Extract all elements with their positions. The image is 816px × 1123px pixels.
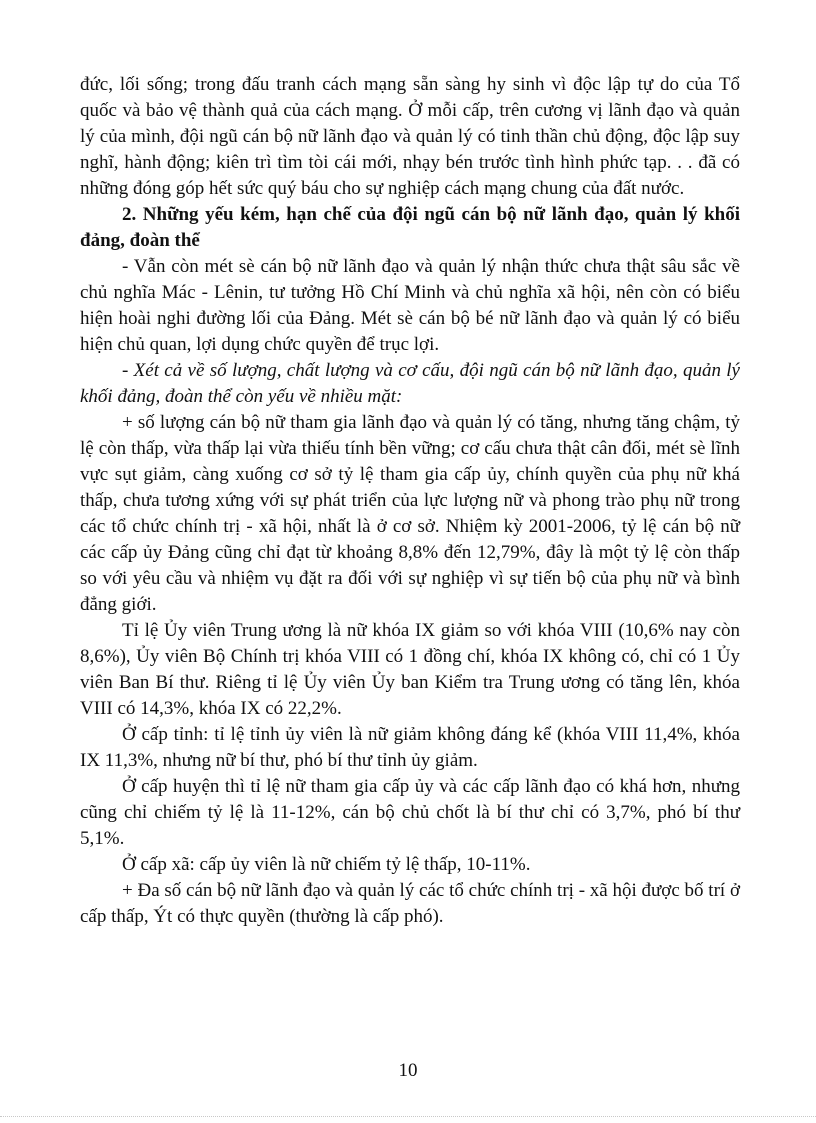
paragraph-quantity: + số lượng cán bộ nữ tham gia lãnh đạo và quản lý có tăng, nhưng tăng chậm, tỷ lệ còn thấp, vừa thấp lại vừa thiếu tính bền vững; cơ cấu chưa thật cân đối, mét sè lĩnh vực sụt giảm, càng xuống cơ sở tỷ lệ tham gia cấp ủy, chính quyền của phụ nữ khá thấp, chưa tương xứng với sự phát triển của lực lượng nữ và phong trào phụ nữ trong các tổ chức chính trị - xã hội, nhất là ở cơ sở. Nhiệm kỳ 2001-2006, tỷ lệ cán bộ nữ các cấp ủy Đảng cũng chỉ đạt từ khoảng 8,8% đến 12,79%, đây là một tỷ lệ còn thấp so với yêu cầu và nhiệm vụ đặt ra đối với sự nghiệp vì sự tiến bộ của phụ nữ và bình đẳng giới. (80, 412, 740, 615)
page-number: 10 (398, 1060, 418, 1081)
document-page (80, 72, 740, 930)
section-heading: 2. Những yếu kém, hạn chế của đội ngũ cán bộ nữ lãnh đạo, quản lý khối đảng, đoàn thể (80, 204, 740, 251)
paragraph-low-positions: + Đa số cán bộ nữ lãnh đạo và quản lý các tổ chức chính trị - xã hội được bố trí ở cấp thấp, Ýt có thực quyền (thường là cấp phó). (80, 880, 740, 927)
paragraph-awareness: - Vẫn còn mét sè cán bộ nữ lãnh đạo và quản lý nhận thức chưa thật sâu sắc về chủ nghĩa Mác - Lênin, tư tưởng Hồ Chí Minh và chủ nghĩa xã hội, nên còn có biểu hiện hoài nghi đường lối của Đảng. Mét sè cán bộ bé nữ lãnh đạo và quản lý có biểu hiện chủ quan, lợi dụng chức quyền để trục lợi. (80, 256, 740, 355)
paragraph-central-committee: Tỉ lệ Ủy viên Trung ương là nữ khóa IX giảm so với khóa VIII (10,6% nay còn 8,6%), Ủy viên Bộ Chính trị khóa VIII có 1 đồng chí, khóa IX không có, chỉ có 1 Ủy viên Ban Bí thư. Riêng tỉ lệ Ủy viên Ủy ban Kiểm tra Trung ương có tăng lên, khóa VIII có 14,3%, khóa IX có 22,2%. (80, 620, 740, 719)
page-bottom-divider (0, 1116, 816, 1117)
paragraph-commune-level: Ở cấp xã: cấp ủy viên là nữ chiếm tỷ lệ thấp, 10-11%. (122, 854, 531, 875)
paragraph-italic-summary: - Xét cả về số lượng, chất lượng và cơ cấu, đội ngũ cán bộ nữ lãnh đạo, quản lý khối đảng, đoàn thể còn yếu về nhiều mặt: (80, 360, 740, 407)
paragraph-intro-continuation: đức, lối sống; trong đấu tranh cách mạng sẵn sàng hy sinh vì độc lập tự do của Tổ quốc và bảo vệ thành quả của cách mạng. Ở mỗi cấp, trên cương vị lãnh đạo và quản lý của mình, đội ngũ cán bộ nữ lãnh đạo và quản lý có tinh thần chủ động, độc lập suy nghĩ, hành động; kiên trì tìm tòi cái mới, nhạy bén trước tình hình phức tạp. . . đã có những đóng góp hết sức quý báu cho sự nghiệp cách mạng chung của đất nước. (80, 74, 740, 199)
paragraph-province-level: Ở cấp tỉnh: tỉ lệ tỉnh ủy viên là nữ giảm không đáng kể (khóa VIII 11,4%, khóa IX 11,3%, nhưng nữ bí thư, phó bí thư tỉnh ủy giảm. (80, 724, 740, 771)
paragraph-district-level: Ở cấp huyện thì tỉ lệ nữ tham gia cấp ủy và các cấp lãnh đạo có khá hơn, nhưng cũng chỉ chiếm tỷ lệ là 11-12%, cán bộ chủ chốt là bí thư chỉ có 3,7%, phó bí thư 5,1%. (80, 776, 740, 849)
